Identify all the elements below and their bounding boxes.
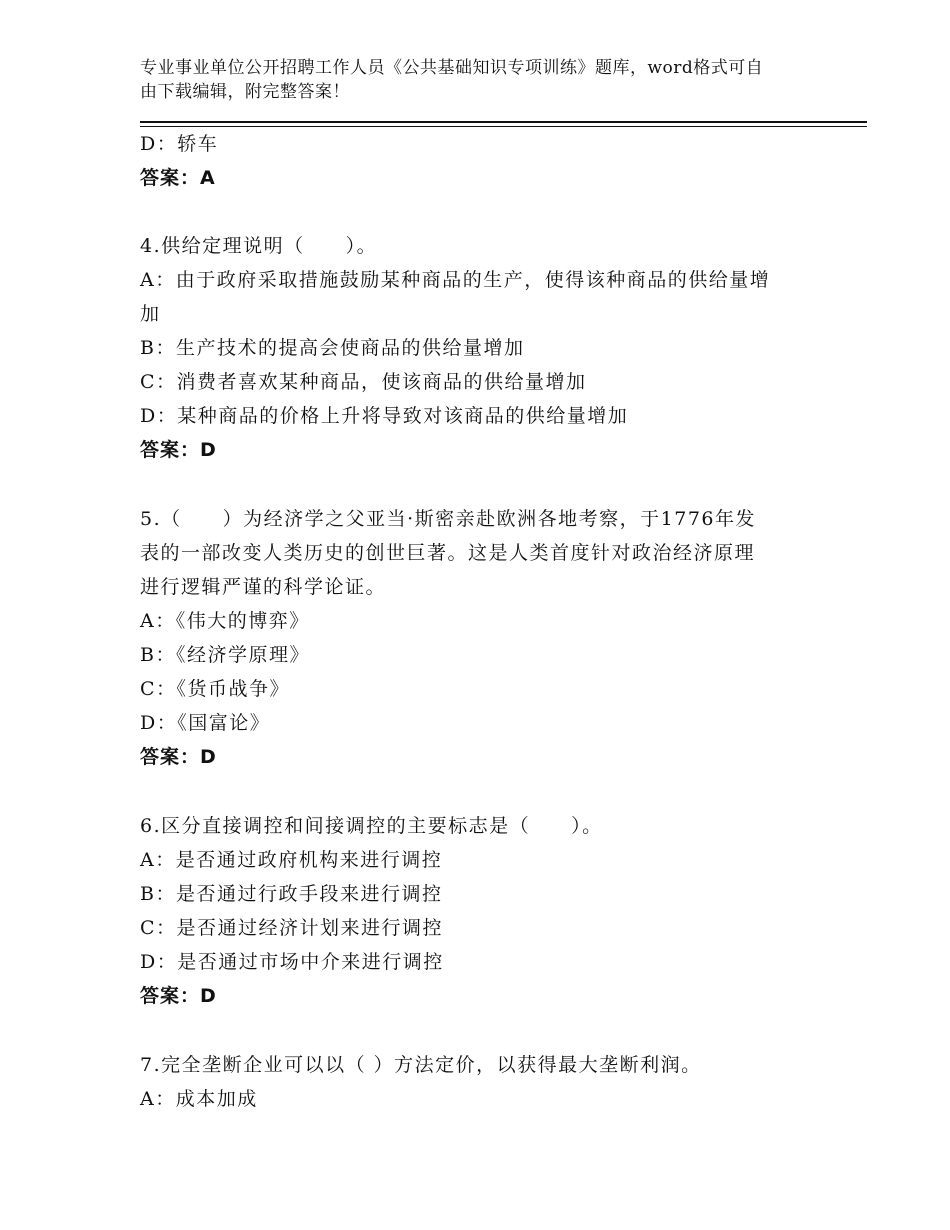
q6-stem: 6.区分直接调控和间接调控的主要标志是（ ）。 — [140, 815, 603, 837]
q4-answer: 答案：D — [140, 439, 217, 461]
q4-option-a-line1: A：由于政府采取措施鼓励某种商品的生产，使得该种商品的供给量增 — [140, 269, 771, 291]
q4-option-a-line2: 加 — [140, 303, 161, 325]
header-rule-thick — [140, 121, 867, 123]
q4-option-b: B：生产技术的提高会使商品的供给量增加 — [140, 337, 525, 359]
q5-stem-line2: 表的一部改变人类历史的创世巨著。这是人类首度针对政治经济原理 — [140, 542, 756, 564]
q5-stem-line1: 5.（ ）为经济学之父亚当·斯密亲赴欧洲各地考察，于1776年发 — [140, 508, 757, 530]
q6-option-d: D：是否通过市场中介来进行调控 — [140, 951, 444, 973]
q4-option-d: D：某种商品的价格上升将导致对该商品的供给量增加 — [140, 405, 629, 427]
q6-option-b: B：是否通过行政手段来进行调控 — [140, 883, 443, 905]
q4-stem: 4.供给定理说明（ ）。 — [140, 235, 378, 257]
q5-option-d: D：《国富论》 — [140, 712, 271, 734]
q5-option-c: C：《货币战争》 — [140, 678, 291, 700]
q7-stem: 7.完全垄断企业可以以（ ）方法定价，以获得最大垄断利润。 — [140, 1054, 702, 1076]
q5-answer: 答案：D — [140, 746, 217, 768]
q5-option-a: A：《伟大的博弈》 — [140, 610, 310, 632]
q6-answer: 答案：D — [140, 985, 217, 1007]
q6-option-a: A：是否通过政府机构来进行调控 — [140, 849, 443, 871]
page-header: 专业事业单位公开招聘工作人员《公共基础知识专项训练》题库，word格式可自 由下载编辑，附完整答案！ — [140, 58, 764, 102]
q3-answer: 答案：A — [140, 167, 216, 189]
q5-stem-line3: 进行逻辑严谨的科学论证。 — [140, 576, 387, 598]
q4-option-c: C：消费者喜欢某种商品，使该商品的供给量增加 — [140, 371, 587, 393]
q5-option-b: B：《经济学原理》 — [140, 644, 310, 666]
q6-option-c: C：是否通过经济计划来进行调控 — [140, 917, 444, 939]
q3-option-d: D：轿车 — [140, 133, 219, 155]
q7-option-a: A：成本加成 — [140, 1088, 258, 1110]
